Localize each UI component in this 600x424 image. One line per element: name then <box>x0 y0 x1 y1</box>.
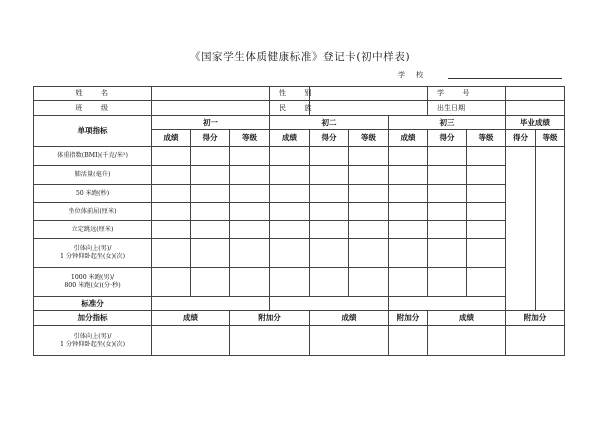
bonus-cell[interactable] <box>310 326 389 356</box>
bonus-extra-header: 附加分 <box>506 311 565 326</box>
item-label-line: 1 分钟仰卧起坐(女)(次) <box>59 340 126 348</box>
cell[interactable] <box>270 268 310 297</box>
cell[interactable] <box>349 221 389 239</box>
standard-score-cell[interactable] <box>152 297 270 311</box>
cell[interactable] <box>428 239 467 268</box>
item-label <box>34 239 152 268</box>
item-row-pullup-situp <box>34 239 565 268</box>
score-column-header: 成绩 <box>389 130 428 147</box>
bonus-cell[interactable] <box>230 326 310 356</box>
cell[interactable] <box>467 239 506 268</box>
cell[interactable] <box>349 268 389 297</box>
bonus-row-pullup-situp <box>34 326 565 356</box>
bonus-item-label <box>34 326 152 356</box>
cell[interactable] <box>152 166 191 185</box>
cell[interactable] <box>310 166 349 185</box>
cell[interactable] <box>467 221 506 239</box>
item-label: 50 米跑(秒) <box>34 185 152 203</box>
cell[interactable] <box>230 268 270 297</box>
item-label: 肺活量(毫升) <box>34 166 152 185</box>
grade-header-row <box>34 116 565 130</box>
cell[interactable] <box>310 147 349 166</box>
bonus-cell[interactable] <box>389 326 428 356</box>
cell[interactable] <box>467 166 506 185</box>
cell[interactable] <box>310 221 349 239</box>
standard-score-cell[interactable] <box>389 297 506 311</box>
bonus-extra-header: 附加分 <box>389 311 428 326</box>
grade-header: 初一 <box>152 116 270 130</box>
school-label: 学 校 <box>398 71 425 79</box>
graduation-level-cell[interactable] <box>536 147 565 311</box>
cell[interactable] <box>230 239 270 268</box>
cell[interactable] <box>270 239 310 268</box>
bonus-cell[interactable] <box>428 326 506 356</box>
cell[interactable] <box>349 239 389 268</box>
item-row-endurance-run <box>34 268 565 297</box>
cell[interactable] <box>389 268 428 297</box>
item-row-50m <box>34 185 565 203</box>
cell[interactable] <box>230 185 270 203</box>
standard-score-cell[interactable] <box>270 297 389 311</box>
item-label: 坐位体前屈(厘米) <box>34 203 152 221</box>
class-field[interactable] <box>152 101 270 116</box>
cell[interactable] <box>191 147 230 166</box>
info-row-1 <box>34 87 565 101</box>
item-label-line: 1000 米跑(男)/ <box>70 274 115 282</box>
bonus-cell[interactable] <box>152 326 230 356</box>
item-label-line: 1 分钟仰卧起坐(女)(次) <box>59 253 126 260</box>
student-id-label: 学 号 <box>428 87 506 101</box>
cell[interactable] <box>310 185 349 203</box>
cell[interactable] <box>310 203 349 221</box>
birthdate-label: 出生日期 <box>428 101 506 116</box>
bonus-score-header: 成绩 <box>428 311 506 326</box>
cell[interactable] <box>191 185 230 203</box>
points-column-header: 得分 <box>506 130 536 147</box>
cell[interactable] <box>270 147 310 166</box>
graduation-points-cell[interactable] <box>506 147 536 311</box>
level-column-header: 等级 <box>230 130 270 147</box>
cell[interactable] <box>349 185 389 203</box>
cell[interactable] <box>428 185 467 203</box>
item-label-line: 引体向上(男)/ <box>73 332 112 340</box>
cell[interactable] <box>230 203 270 221</box>
bonus-cell[interactable] <box>506 326 565 356</box>
class-label: 班 级 <box>34 101 152 116</box>
grade-header: 初三 <box>389 116 506 130</box>
item-row-sit-reach <box>34 203 565 221</box>
cell[interactable] <box>428 268 467 297</box>
cell[interactable] <box>191 203 230 221</box>
points-column-header: 得分 <box>191 130 230 147</box>
ethnicity-field[interactable] <box>310 101 428 116</box>
cell[interactable] <box>428 221 467 239</box>
score-column-header: 成绩 <box>270 130 310 147</box>
cell[interactable] <box>467 268 506 297</box>
points-column-header: 得分 <box>310 130 349 147</box>
cell[interactable] <box>389 185 428 203</box>
level-column-header: 等级 <box>349 130 389 147</box>
level-column-header: 等级 <box>467 130 506 147</box>
bonus-header-row <box>34 311 565 326</box>
grade-header: 初二 <box>270 116 389 130</box>
level-column-header: 等级 <box>536 130 565 147</box>
cell[interactable] <box>152 185 191 203</box>
cell[interactable] <box>152 203 191 221</box>
item-label-line: 800 米跑(女)(分·秒) <box>64 282 121 289</box>
cell[interactable] <box>428 166 467 185</box>
cell[interactable] <box>270 185 310 203</box>
cell[interactable] <box>310 239 349 268</box>
cell[interactable] <box>230 221 270 239</box>
cell[interactable] <box>428 147 467 166</box>
cell[interactable] <box>152 221 191 239</box>
score-column-header: 成绩 <box>152 130 191 147</box>
cell[interactable] <box>467 203 506 221</box>
standard-score-label: 标准分 <box>34 297 152 311</box>
cell[interactable] <box>270 166 310 185</box>
cell[interactable] <box>152 268 191 297</box>
cell[interactable] <box>152 239 191 268</box>
bonus-score-header: 成绩 <box>310 311 389 326</box>
bonus-extra-header: 附加分 <box>230 311 310 326</box>
bonus-score-header: 成绩 <box>152 311 230 326</box>
page-title: 《国家学生体质健康标准》登记卡(初中样表) <box>189 51 411 63</box>
registration-table <box>33 86 565 356</box>
cell[interactable] <box>389 221 428 239</box>
gender-field[interactable] <box>310 87 428 101</box>
ethnicity-label: 民 族 <box>270 101 310 116</box>
cell[interactable] <box>191 166 230 185</box>
item-row-long-jump <box>34 221 565 239</box>
cell[interactable] <box>389 239 428 268</box>
cell[interactable] <box>389 203 428 221</box>
bonus-header: 加分指标 <box>34 311 152 326</box>
gender-label: 性 别 <box>270 87 310 101</box>
student-id-field[interactable] <box>506 87 565 101</box>
school-field-line[interactable] <box>448 78 562 79</box>
cell[interactable] <box>389 166 428 185</box>
info-row-2 <box>34 101 565 116</box>
item-row-vital-capacity <box>34 166 565 185</box>
cell[interactable] <box>310 268 349 297</box>
item-label: 体重指数(BMI)(千克/米²) <box>34 147 152 166</box>
cell[interactable] <box>389 147 428 166</box>
cell[interactable] <box>349 203 389 221</box>
item-label: 立定跳远(厘米) <box>34 221 152 239</box>
single-item-header: 单项指标 <box>34 116 152 147</box>
points-column-header: 得分 <box>428 130 467 147</box>
cell[interactable] <box>349 166 389 185</box>
cell[interactable] <box>467 147 506 166</box>
cell[interactable] <box>270 221 310 239</box>
cell[interactable] <box>230 147 270 166</box>
cell[interactable] <box>270 203 310 221</box>
cell[interactable] <box>191 239 230 268</box>
cell[interactable] <box>191 268 230 297</box>
birthdate-field[interactable] <box>506 101 565 116</box>
cell[interactable] <box>191 221 230 239</box>
item-label <box>34 268 152 297</box>
name-field[interactable] <box>152 87 270 101</box>
item-row-bmi <box>34 147 565 166</box>
cell[interactable] <box>152 147 191 166</box>
cell[interactable] <box>349 147 389 166</box>
cell[interactable] <box>428 203 467 221</box>
standard-score-row <box>34 297 565 311</box>
name-label: 姓 名 <box>34 87 152 101</box>
cell[interactable] <box>230 166 270 185</box>
item-label-line: 引体向上(男)/ <box>73 245 112 253</box>
graduation-header: 毕业成绩 <box>506 116 565 130</box>
cell[interactable] <box>467 185 506 203</box>
